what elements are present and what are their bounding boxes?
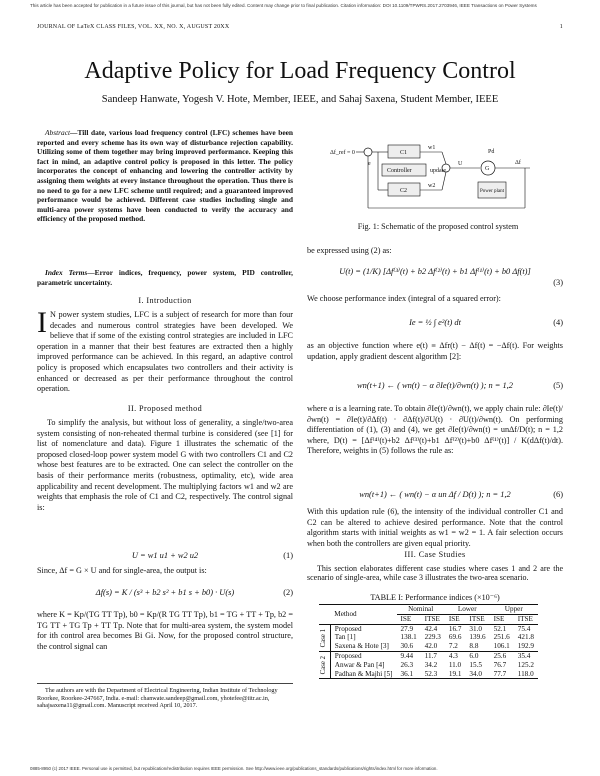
value-cell: 75.4 — [517, 624, 531, 633]
method-cell: Proposed — [334, 651, 362, 660]
right-para-1: be expressed using (2) as: — [307, 246, 392, 255]
index-terms-label: Index Terms — [45, 268, 88, 277]
abstract — [37, 128, 293, 224]
value-cell: 7.2 — [448, 642, 458, 651]
section-3-title: III. Case Studies — [404, 550, 466, 559]
value-cell: 118.0 — [517, 669, 534, 678]
group-header: Lower — [445, 605, 490, 615]
right-para-2: We choose performance index (integral of a squared error): — [307, 294, 501, 303]
method-cell: Tan [1] — [334, 633, 356, 642]
table-caption: TABLE I: Performance indices (×10⁻⁶) — [370, 593, 500, 602]
journal-info: JOURNAL OF LaTeX CLASS FILES, VOL. XX, NO. X, AUGUST 20XX — [37, 24, 230, 30]
fig-c1-label: C1 — [400, 150, 408, 156]
running-head — [37, 24, 563, 30]
performance-table — [319, 604, 538, 679]
schematic-figure — [330, 140, 540, 215]
footnote: The authors are with the Department of Electrical Engineering, Indian Institute of Technology Roorkee, Roorkee-247667, India. e-mail: chanwate.sandeep@gmail.com, yhotefee@iitr.ac.in, sahajsaxena11@gmail.com. Manuscript received April 10, 2017. — [37, 683, 293, 710]
value-cell: 11.0 — [448, 660, 462, 669]
value-cell: 6.0 — [469, 651, 479, 660]
value-cell: 31.0 — [469, 624, 482, 633]
value-cell: 30.6 — [400, 642, 414, 651]
group-header: Nominal — [397, 605, 445, 615]
fig-update-label: update — [430, 168, 446, 174]
fig-input-label: Δf_ref = 0 — [330, 150, 355, 156]
value-cell: 42.4 — [424, 624, 438, 633]
right-para-4: where α is a learning rate. To obtain ∂Ie(t)/∂wn(t), we apply chain rule: ∂Ie(t)/∂wn(t) = ∂Ie(t)/∂Δf(t) · ∂Δf(t)/∂U(t) · ∂U(t)/∂wn(t). On performing differentiation of (1), (3) and (4), we get ∂Ie(t)/∂wn(t) = unΔf/D(t); n = 1,2 where, D(t) = [Δf⁽⁴⁾(t)+b2 Δf⁽³⁾(t)+b1 Δf⁽²⁾(t)+b0 Δf⁽¹⁾(t)] / K(dΔf(t)/dt). Therefore, weights in (5) follows the rule as: — [307, 404, 563, 456]
page-number: 1 — [559, 24, 563, 30]
value-cell: 77.7 — [493, 669, 507, 678]
section-2-para-1: To simplify the analysis, but without loss of generality, a single/two-area system consisting of non-reheated thermal turbine is considered (see [1] for list of nomenclature and data). Figure 1 illustrates the schematic of the proposed closed-loop power system model G with two controllers C1 and C2 whose best features are to be extracted. One can select the controller on the basis of their performance merits (robustness, optimality, etc), wide area applicability and recent development. The multiplying factors w1 and w2 are weights that emphasis the role of C1 and C2, respectively. The control signal is: — [37, 418, 293, 512]
paper-title: Adaptive Policy for Load Frequency Control — [84, 58, 516, 84]
section-1-text: N power system studies, LFC is a subject of research for more than four decades and numerous control strategies have been developed. We believe that if some of the existing control strategies are included in LFC operation in a manner that their best features are extracted then a highly improved performance can be achieved. In this regard, an adaptive control policy is proposed which encapsulates two controllers and their activity is enhanced or decreased as per their performance throughout the control operation. — [37, 310, 293, 394]
group-header: Upper — [490, 605, 538, 615]
section-1-title: I. Introduction — [138, 296, 192, 305]
value-cell: 138.1 — [400, 633, 417, 642]
value-cell: 26.3 — [400, 660, 414, 669]
right-para-6-text: This section elaborates different case studies where cases 1 and 2 are the scenario of single-area, while case 3 illustrates the two-area scenario. — [307, 564, 563, 583]
value-cell: 4.3 — [448, 651, 458, 660]
fig-u-label: U — [458, 161, 463, 167]
section-2-para-3: where K = Kp/(TG TT Tp), b0 = Kp/(R TG TT Tp), b1 = TG + TT + Tp, b2 = TG TT + TG Tp + TT Tp. Note that for multi-area system, the system model for ith control area becomes Bi Gi. Now, for the proposed control structure, the control signal can — [37, 610, 293, 651]
value-cell: 35.4 — [517, 651, 531, 660]
author-list: Sandeep Hanwate, Yogesh V. Hote, Member, IEEE, and Sahaj Saxena, Student Member, IEEE — [101, 94, 499, 105]
table-row — [319, 661, 538, 670]
fig-plant-label: Power plant — [480, 189, 505, 194]
method-cell: Padhan & Majhi [5] — [334, 669, 393, 678]
equation-4 — [307, 318, 563, 327]
equation-5-body: wn(t+1) ← ( wn(t) − α ∂Ie(t)/∂wn(t) ); n = 1,2 — [357, 381, 513, 390]
subheader: ITSE — [424, 614, 440, 623]
value-cell: 52.1 — [493, 624, 507, 633]
drop-cap: I — [37, 306, 47, 339]
value-cell: 8.8 — [469, 642, 479, 651]
value-cell: 42.0 — [424, 642, 438, 651]
table-row — [319, 651, 538, 660]
method-cell: Proposed — [334, 624, 362, 633]
value-cell: 125.2 — [517, 660, 534, 669]
value-cell: 16.7 — [448, 624, 462, 633]
fig-controller-label: Controller — [387, 168, 412, 174]
method-cell: Saxena & Hote [3] — [334, 642, 389, 651]
value-cell: 229.3 — [424, 633, 441, 642]
fig-pd-label: Pd — [488, 149, 495, 155]
case-label: Case 1 — [320, 628, 327, 647]
subheader: ISE — [493, 614, 505, 623]
table-row — [319, 633, 538, 642]
index-terms-text: —Error indices, frequency, power system, PID controller, parametric uncertainty. — [37, 268, 293, 287]
table-row — [319, 642, 538, 651]
value-cell: 9.44 — [400, 651, 414, 660]
equation-6-body: wn(t+1) ← ( wn(t) − α un Δf / D(t) ); n = 1,2 — [359, 490, 511, 499]
value-cell: 52.3 — [424, 669, 438, 678]
subheader: ISE — [448, 614, 460, 623]
value-cell: 27.9 — [400, 624, 414, 633]
method-header: Method — [334, 609, 357, 618]
value-cell: 139.6 — [469, 633, 486, 642]
fig-w1-label: w1 — [428, 145, 436, 151]
abstract-label: Abstract — [45, 128, 71, 137]
figure-caption: Fig. 1: Schematic of the proposed control system — [357, 222, 519, 231]
fig-g-label: G — [485, 166, 490, 172]
value-cell: 36.1 — [400, 669, 414, 678]
table-row — [319, 624, 538, 633]
equation-4-body: Ie = ½ ∫ e²(t) dt — [409, 318, 461, 327]
equation-1-number: (1) — [283, 551, 293, 560]
value-cell: 421.8 — [517, 633, 534, 642]
accepted-notice: This article has been accepted for publication in a future issue of this journal, but has not been fully edited. Content may change prior to final publication. Citation information: DOI 10.1109/TPWRS.2017.2703946, IEEE Transactions on Power Systems — [30, 3, 537, 8]
value-cell: 11.7 — [424, 651, 437, 660]
subheader: ITSE — [517, 614, 533, 623]
right-para-6 — [307, 564, 563, 583]
value-cell: 69.6 — [448, 633, 462, 642]
value-cell: 76.7 — [493, 660, 507, 669]
section-2-para-2: Since, Δf = G × U and for single-area, the output is: — [37, 566, 207, 575]
fig-df-label: Δf — [515, 160, 521, 166]
equation-5 — [307, 381, 563, 390]
equation-6-number: (6) — [553, 490, 563, 499]
method-cell: Anwar & Pan [4] — [334, 660, 385, 669]
section-2-title: II. Proposed method — [127, 404, 203, 413]
value-cell: 106.1 — [493, 642, 510, 651]
equation-3 — [307, 266, 563, 287]
right-para-3: as an objective function where e(t) ≡ Δfr(t) − Δf(t) = −Δf(t). For weights updation, apply gradient descent algorithm [2]: — [307, 341, 563, 361]
fig-w2-label: w2 — [428, 183, 436, 189]
right-para-5: With this updation rule (6), the intensity of the individual controller C1 and C2 can be altered to achieve desired performance. Note that the control algorithm starts with initial weights as w1 = w2 = 1. A fair selection occurs when both the controllers are given equal priority. — [307, 507, 563, 548]
equation-1-body: U = w1 u1 + w2 u2 — [131, 551, 199, 560]
equation-2-number: (2) — [283, 588, 293, 597]
equation-4-number: (4) — [553, 318, 563, 327]
equation-3-body: U(t) = (1/K) [Δf⁽³⁾(t) + b2 Δf⁽²⁾(t) + b1 Δf⁽¹⁾(t) + b0 Δf(t)] — [339, 267, 531, 276]
fig-e-label: e — [368, 161, 371, 167]
section-1-body — [37, 306, 293, 395]
equation-2 — [37, 588, 293, 597]
summing-junction-1 — [364, 148, 372, 156]
value-cell: 34.2 — [424, 660, 438, 669]
table-row — [319, 670, 538, 679]
value-cell: 251.6 — [493, 633, 510, 642]
value-cell: 25.6 — [493, 651, 507, 660]
value-cell: 15.5 — [469, 660, 482, 669]
abstract-text: —Till date, various load frequency control (LFC) schemes have been reported and every scheme has its own way of disturbance rejection capability. Utilizing some of them together may bring improved performance. Keeping this fact in mind, an adaptive control policy is proposed in this letter. The policy incorporates the concept of enhancing and lowering the controller activity by assigning them weights at every instance throughout the operation. Thus there is no need to go for a new LFC scheme until required; and a guaranteed improved performance would be achieved. Different case studies including single and multi-area power systems have been conducted to verify the accuracy and efficiency of the proposed method. — [37, 128, 293, 224]
equation-3-number: (3) — [553, 278, 563, 287]
subheader: ISE — [400, 614, 412, 623]
value-cell: 34.0 — [469, 669, 482, 678]
copyright-line: 0885-8950 (c) 2017 IEEE. Personal use is permitted, but republication/redistribution requires IEEE permission. See http://www.ieee.org/publications_standards/publications/rights/index.html for more information. — [30, 766, 438, 771]
value-cell: 19.1 — [448, 669, 462, 678]
equation-2-body: Δf(s) = K / (s³ + b2 s² + b1 s + b0) · U(s) — [95, 588, 235, 597]
value-cell: 192.9 — [517, 642, 534, 651]
subheader: ITSE — [469, 614, 485, 623]
equation-5-number: (5) — [553, 381, 563, 390]
fig-c2-label: C2 — [400, 188, 408, 194]
equation-1 — [37, 551, 293, 560]
case-label: Case 2 — [320, 656, 327, 675]
index-terms — [37, 268, 293, 287]
equation-6 — [307, 490, 563, 499]
